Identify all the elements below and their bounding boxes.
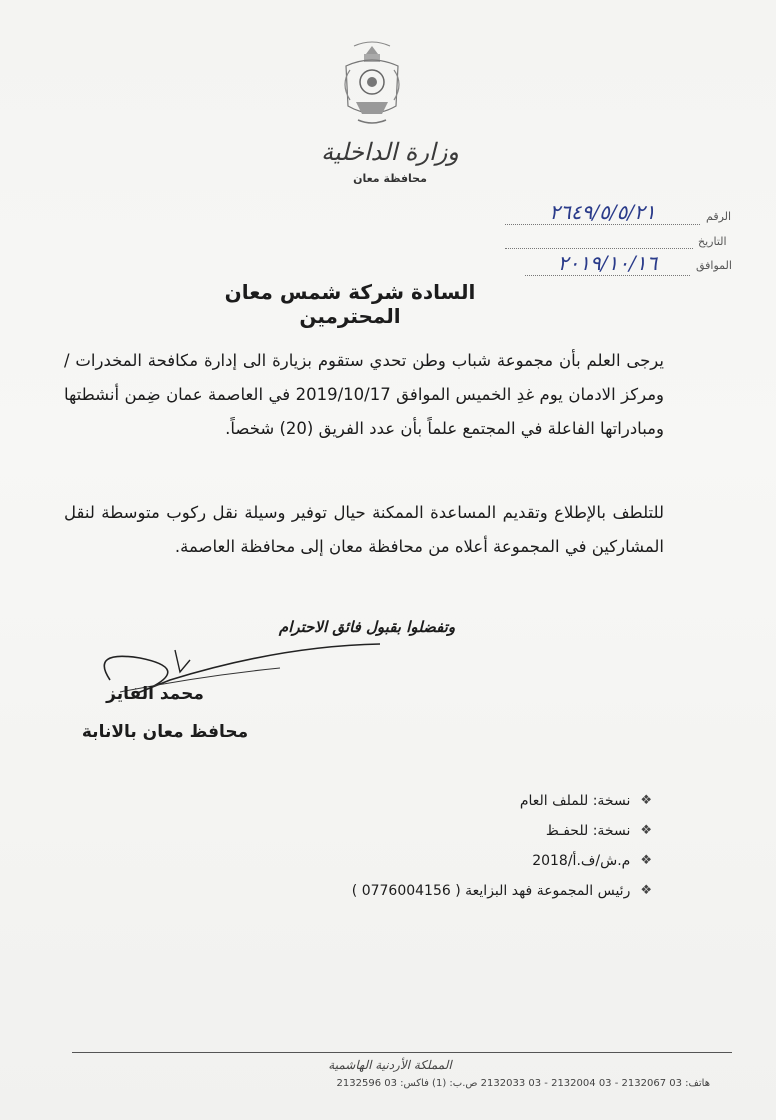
hijri-date: ٢٠١٩/١٠/١٦ (525, 251, 690, 276)
diamond-bullet-icon: ❖ (640, 793, 652, 808)
body-paragraph-2: للتلطف بالإطلاع وتقديم المساعدة الممكنة حيال توفير وسيلة نقل ركوب متوسطة لنقل المشاركين في المجموعة أعلاه من محافظة معان إلى محافظة العاصمة. (64, 503, 664, 556)
reference-number: ٢٦٤٩/٥/٥/٢١ (505, 200, 700, 225)
date-label: التاريخ (698, 235, 727, 248)
distribution-list (260, 786, 652, 906)
footer-contact: هاتف: 03 2132067 - 03 2132004 - 03 2132033 ص.ب: (1) فاكس: 03 2132596 (336, 1078, 710, 1089)
signatory-name: محمد الفايز (106, 684, 204, 704)
list-item (260, 876, 652, 906)
closing-line: وتفضلوا بقبول فائق الاحترام (278, 618, 456, 636)
signatory-title: محافظ معان بالانابة (81, 722, 249, 742)
distribution-item-label: م.ش/ف.أ/2018 (532, 853, 631, 869)
date-dotted-line (505, 248, 693, 249)
governorate-name: محافظة معان (353, 172, 427, 185)
footer-kingdom: المملكة الأردنية الهاشمية (328, 1058, 452, 1072)
diamond-bullet-icon: ❖ (640, 823, 652, 838)
list-item (260, 786, 652, 816)
distribution-item-label: رئيس المجموعة فهد البزايعة ( 0776004156 ) (351, 883, 631, 899)
hijri-label: الموافق (696, 259, 732, 272)
distribution-item-label: نسخة: للحفـظ (545, 823, 631, 839)
body-paragraph-1: يرجى العلم بأن مجموعة شباب وطن تحدي ستقوم بزيارة الى إدارة مكافحة المخدرات / ومركز الادمان يوم غدِ الخميس الموافق 2019/10/17 في العاصمة عمان ضِمن أنشطتها ومبادراتها الفاعلة في المجتمع علماً بأن عدد الفريق (20) شخصاً. (64, 351, 664, 438)
number-label: الرقم (706, 210, 732, 223)
diamond-bullet-icon: ❖ (640, 853, 652, 868)
distribution-item-label: نسخة: للملف العام (519, 793, 631, 809)
footer-divider (72, 1052, 732, 1053)
addressee: السادة شركة شمس معان المحترمين (224, 280, 476, 328)
diamond-bullet-icon: ❖ (640, 883, 652, 898)
jordan-coat-of-arms-icon (336, 40, 408, 132)
ministry-name: وزارة الداخلية (321, 138, 459, 166)
list-item (260, 816, 652, 846)
list-item (260, 846, 652, 876)
